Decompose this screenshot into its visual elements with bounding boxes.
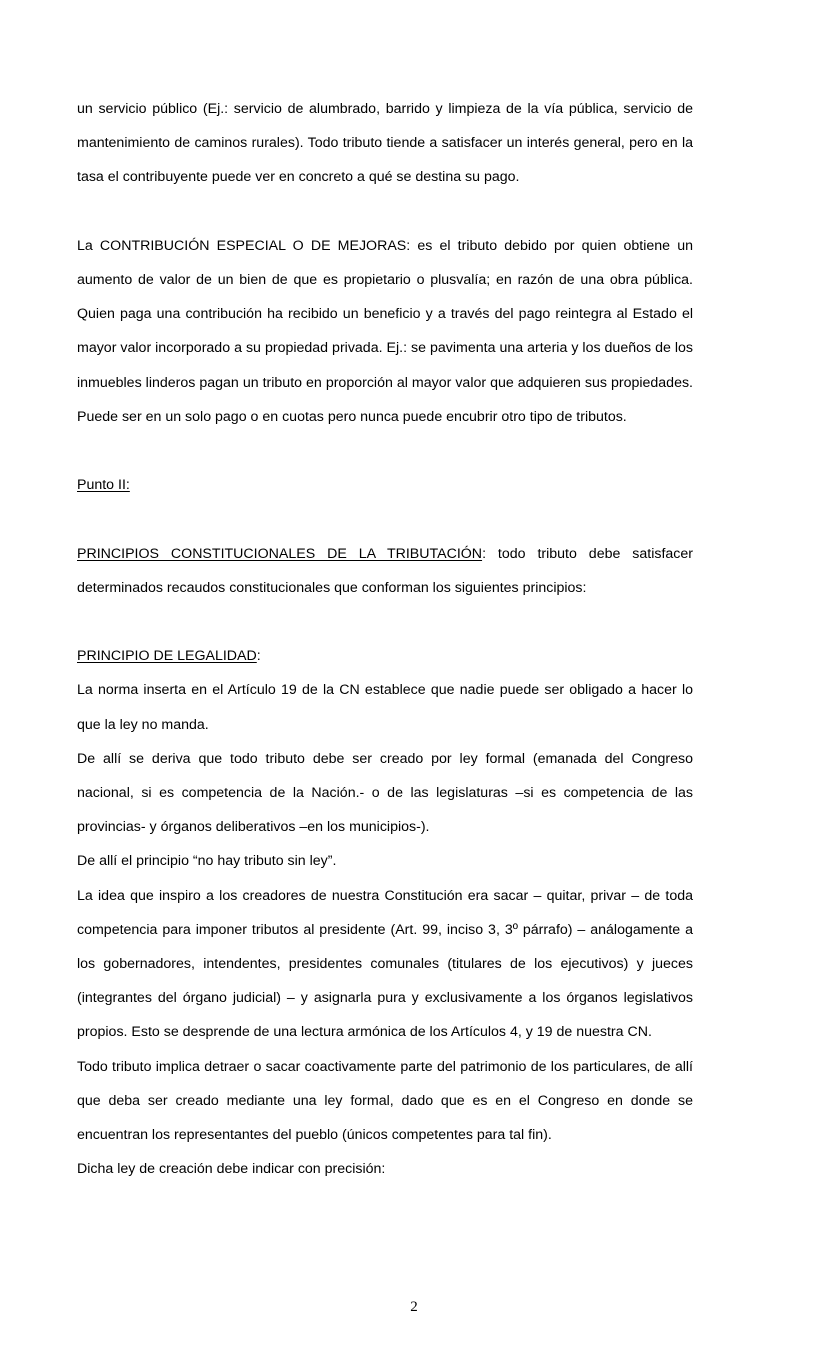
section-heading-punto [77,468,693,502]
principios-body-text: : todo tributo debe satisfacer determinados recaudos constitucionales que conforman los siguientes principios: [77,545,694,596]
principios-heading-text: PRINCIPIOS CONSTITUCIONALES DE LA TRIBUTACIÓN [77,545,483,562]
page-number: 2 [410,1299,418,1315]
punto-heading-text: Punto II: [77,477,130,494]
paragraph-principios [77,537,693,605]
paragraph-idea: La idea que inspiro a los creadores de nuestra Constitución era sacar – quitar, privar – de toda competencia para imponer tributos al presidente (Art. 99, inciso 3, 3º párrafo) – análogamente a los gobernadores, intendentes, presidentes comunales (titulares de los ejecutivos) y jueces (integrantes del órgano judicial) – y asignarla pura y exclusivamente a los órganos legislativos propios. Esto se desprende de una lectura armónica de los Artículos 4, y 19 de nuestra CN. [77,887,693,1041]
legalidad-heading-text: PRINCIPIO DE LEGALIDAD [77,648,257,665]
paragraph-todo-tributo: Todo tributo implica detraer o sacar coactivamente parte del patrimonio de los particulares, de allí que deba ser creado mediante una ley formal, dado que es en el Congreso en donde se encuentran los representantes del pueblo (únicos competentes para tal fin). [77,1058,693,1144]
paragraph-principio: De allí el principio “no hay tributo sin ley”. [77,853,337,870]
paragraph-deriva: De allí se deriva que todo tributo debe ser creado por ley formal (emanada del Congreso nacional, si es competencia de la Nación.- o de las legislaturas –si es competencia de las provincias- y órganos deliberativos –en los municipios-). [77,750,693,836]
paragraph-contribucion-especial: La CONTRIBUCIÓN ESPECIAL O DE MEJORAS: es el tributo debido por quien obtiene un aumento de valor de un bien de que es propietario o plusvalía; en razón de una obra pública. Quien paga una contribución ha recibido un beneficio y a través del pago reintegra al Estado el mayor valor incorporado a su propiedad privada. Ej.: se pavimenta una arteria y los dueños de los inmuebles linderos pagan un tributo en proporción al mayor valor que adquieren sus propiedades. Puede ser en un solo pago o en cuotas pero nunca puede encubrir otro tipo de tributos. [77,237,693,425]
paragraph-spacer [77,434,693,468]
paragraph-spacer [77,605,693,639]
paragraph-tasa-continuation: un servicio público (Ej.: servicio de alumbrado, barrido y limpieza de la vía pública, servicio de mantenimiento de caminos rurales). Todo tributo tiende a satisfacer un interés general, pero en la tasa el contribuyente puede ver en concreto a qué se destina su pago. [77,101,693,186]
paragraph-spacer [77,502,693,536]
section-heading-legalidad [77,639,693,673]
legalidad-heading-colon: : [256,648,261,665]
document-body [77,92,693,1186]
paragraph-spacer [77,195,693,229]
paragraph-norma: La norma inserta en el Artículo 19 de la CN establece que nadie puede ser obligado a hacer lo que la ley no manda. [77,682,693,733]
paragraph-dicha-ley: Dicha ley de creación debe indicar con precisión: [77,1161,386,1178]
